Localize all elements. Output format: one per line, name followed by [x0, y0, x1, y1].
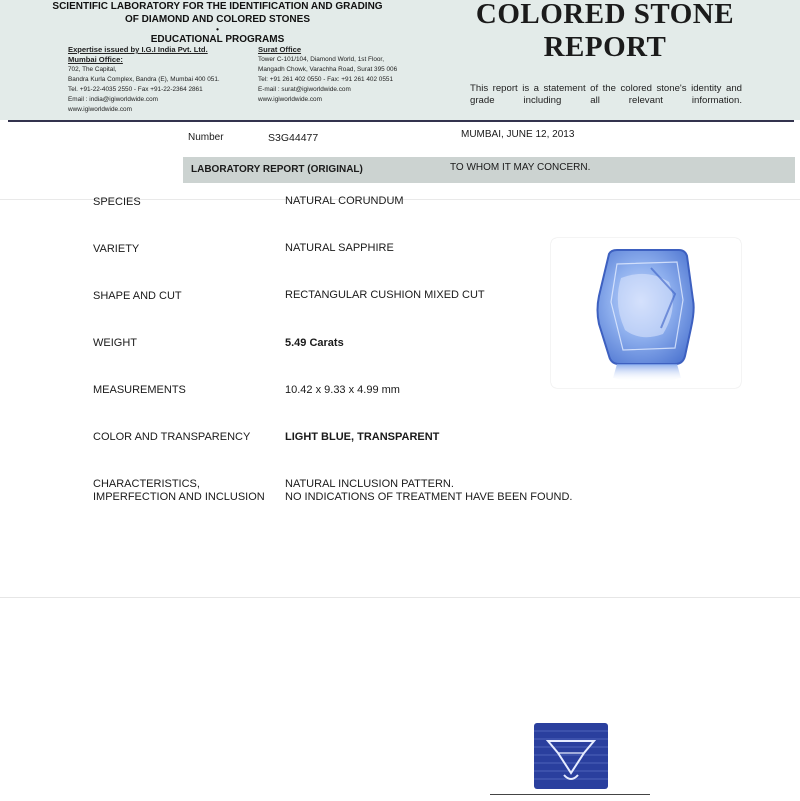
header-divider: [8, 120, 794, 122]
surat-line: www.igiworldwide.com: [258, 96, 322, 103]
sapphire-gem-icon: [551, 238, 741, 388]
mumbai-line: Email : india@igiworldwide.com: [68, 96, 158, 103]
gem-photo-frame: [551, 238, 741, 388]
lab-line-3: EDUCATIONAL PROGRAMS: [150, 34, 285, 45]
characteristics-value-line-2: NO INDICATIONS OF TREATMENT HAVE BEEN FOUND.: [285, 491, 573, 503]
shape-cut-value: RECTANGULAR CUSHION MIXED CUT: [285, 289, 485, 301]
weight-value: 5.49 Carats: [285, 337, 344, 349]
surat-line: Mangadh Chowk, Varachha Road, Surat 395 006: [258, 66, 398, 73]
measurements-value: 10.42 x 9.33 x 4.99 mm: [285, 384, 400, 396]
lab-report-label: LABORATORY REPORT (ORIGINAL): [191, 164, 363, 175]
report-header: [0, 0, 800, 120]
report-title-line-2: REPORT: [543, 31, 667, 63]
report-date: MUMBAI, JUNE 12, 2013: [461, 129, 575, 140]
shape-cut-label: SHAPE AND CUT: [93, 290, 182, 302]
weight-label: WEIGHT: [93, 337, 137, 349]
lab-line-2: OF DIAMOND AND COLORED STONES: [124, 14, 310, 25]
mumbai-line: Bandra Kurla Complex, Bandra (E), Mumbai 400 051.: [68, 76, 220, 83]
characteristics-label-line-2: IMPERFECTION AND INCLUSION: [93, 491, 265, 503]
characteristics-label-line-1: CHARACTERISTICS,: [93, 478, 200, 490]
measurements-label: MEASUREMENTS: [93, 384, 186, 396]
surat-line: E-mail : surat@igiworldwide.com: [258, 86, 351, 93]
variety-label: VARIETY: [93, 243, 140, 255]
igi-hologram-seal-icon: [534, 723, 608, 789]
species-value: NATURAL CORUNDUM: [285, 195, 404, 207]
mumbai-line: www.igiworldwide.com: [68, 106, 132, 113]
surat-office: [258, 45, 397, 105]
surat-line: Tel: +91 261 402 0550 - Fax: +91 261 402 0551: [258, 76, 394, 83]
mumbai-office: [68, 45, 220, 115]
variety-value: NATURAL SAPPHIRE: [285, 242, 394, 254]
lab-report-band: [183, 157, 795, 183]
report-description: This report is a statement of the colored stone's identity and grade including all relevant information.: [470, 83, 742, 106]
expertise-line: Expertise issued by I.G.I India Pvt. Ltd.: [68, 45, 208, 54]
characteristics-value: [285, 478, 572, 504]
number-label: Number: [188, 132, 224, 143]
surat-office-title: Surat Office: [258, 45, 302, 54]
color-value: LIGHT BLUE, TRANSPARENT: [285, 431, 440, 443]
species-label: SPECIES: [93, 196, 141, 208]
to-whom-label: TO WHOM IT MAY CONCERN.: [450, 162, 591, 173]
report-title-line-1: COLORED STONE: [475, 0, 735, 30]
mumbai-line: 702, The Capital,: [68, 66, 117, 73]
separator-dot: •: [216, 25, 219, 34]
characteristics-value-line-1: NATURAL INCLUSION PATTERN.: [285, 478, 454, 490]
report-number: S3G44477: [268, 132, 319, 144]
mumbai-office-title: Mumbai Office:: [68, 55, 123, 64]
surat-line: Tower C-101/104, Diamond World, 1st Floor,: [258, 56, 384, 63]
lab-line-1: SCIENTIFIC LABORATORY FOR THE IDENTIFICATION AND GRADING: [52, 1, 383, 12]
mumbai-line: Tel. +91-22-4035 2550 - Fax +91-22-2364 2861: [68, 86, 203, 93]
characteristics-label: [93, 478, 265, 504]
paper-fold-line: [0, 597, 800, 598]
color-label: COLOR AND TRANSPARENCY: [93, 431, 251, 443]
lab-heading: [20, 0, 415, 46]
report-title: [440, 0, 770, 64]
